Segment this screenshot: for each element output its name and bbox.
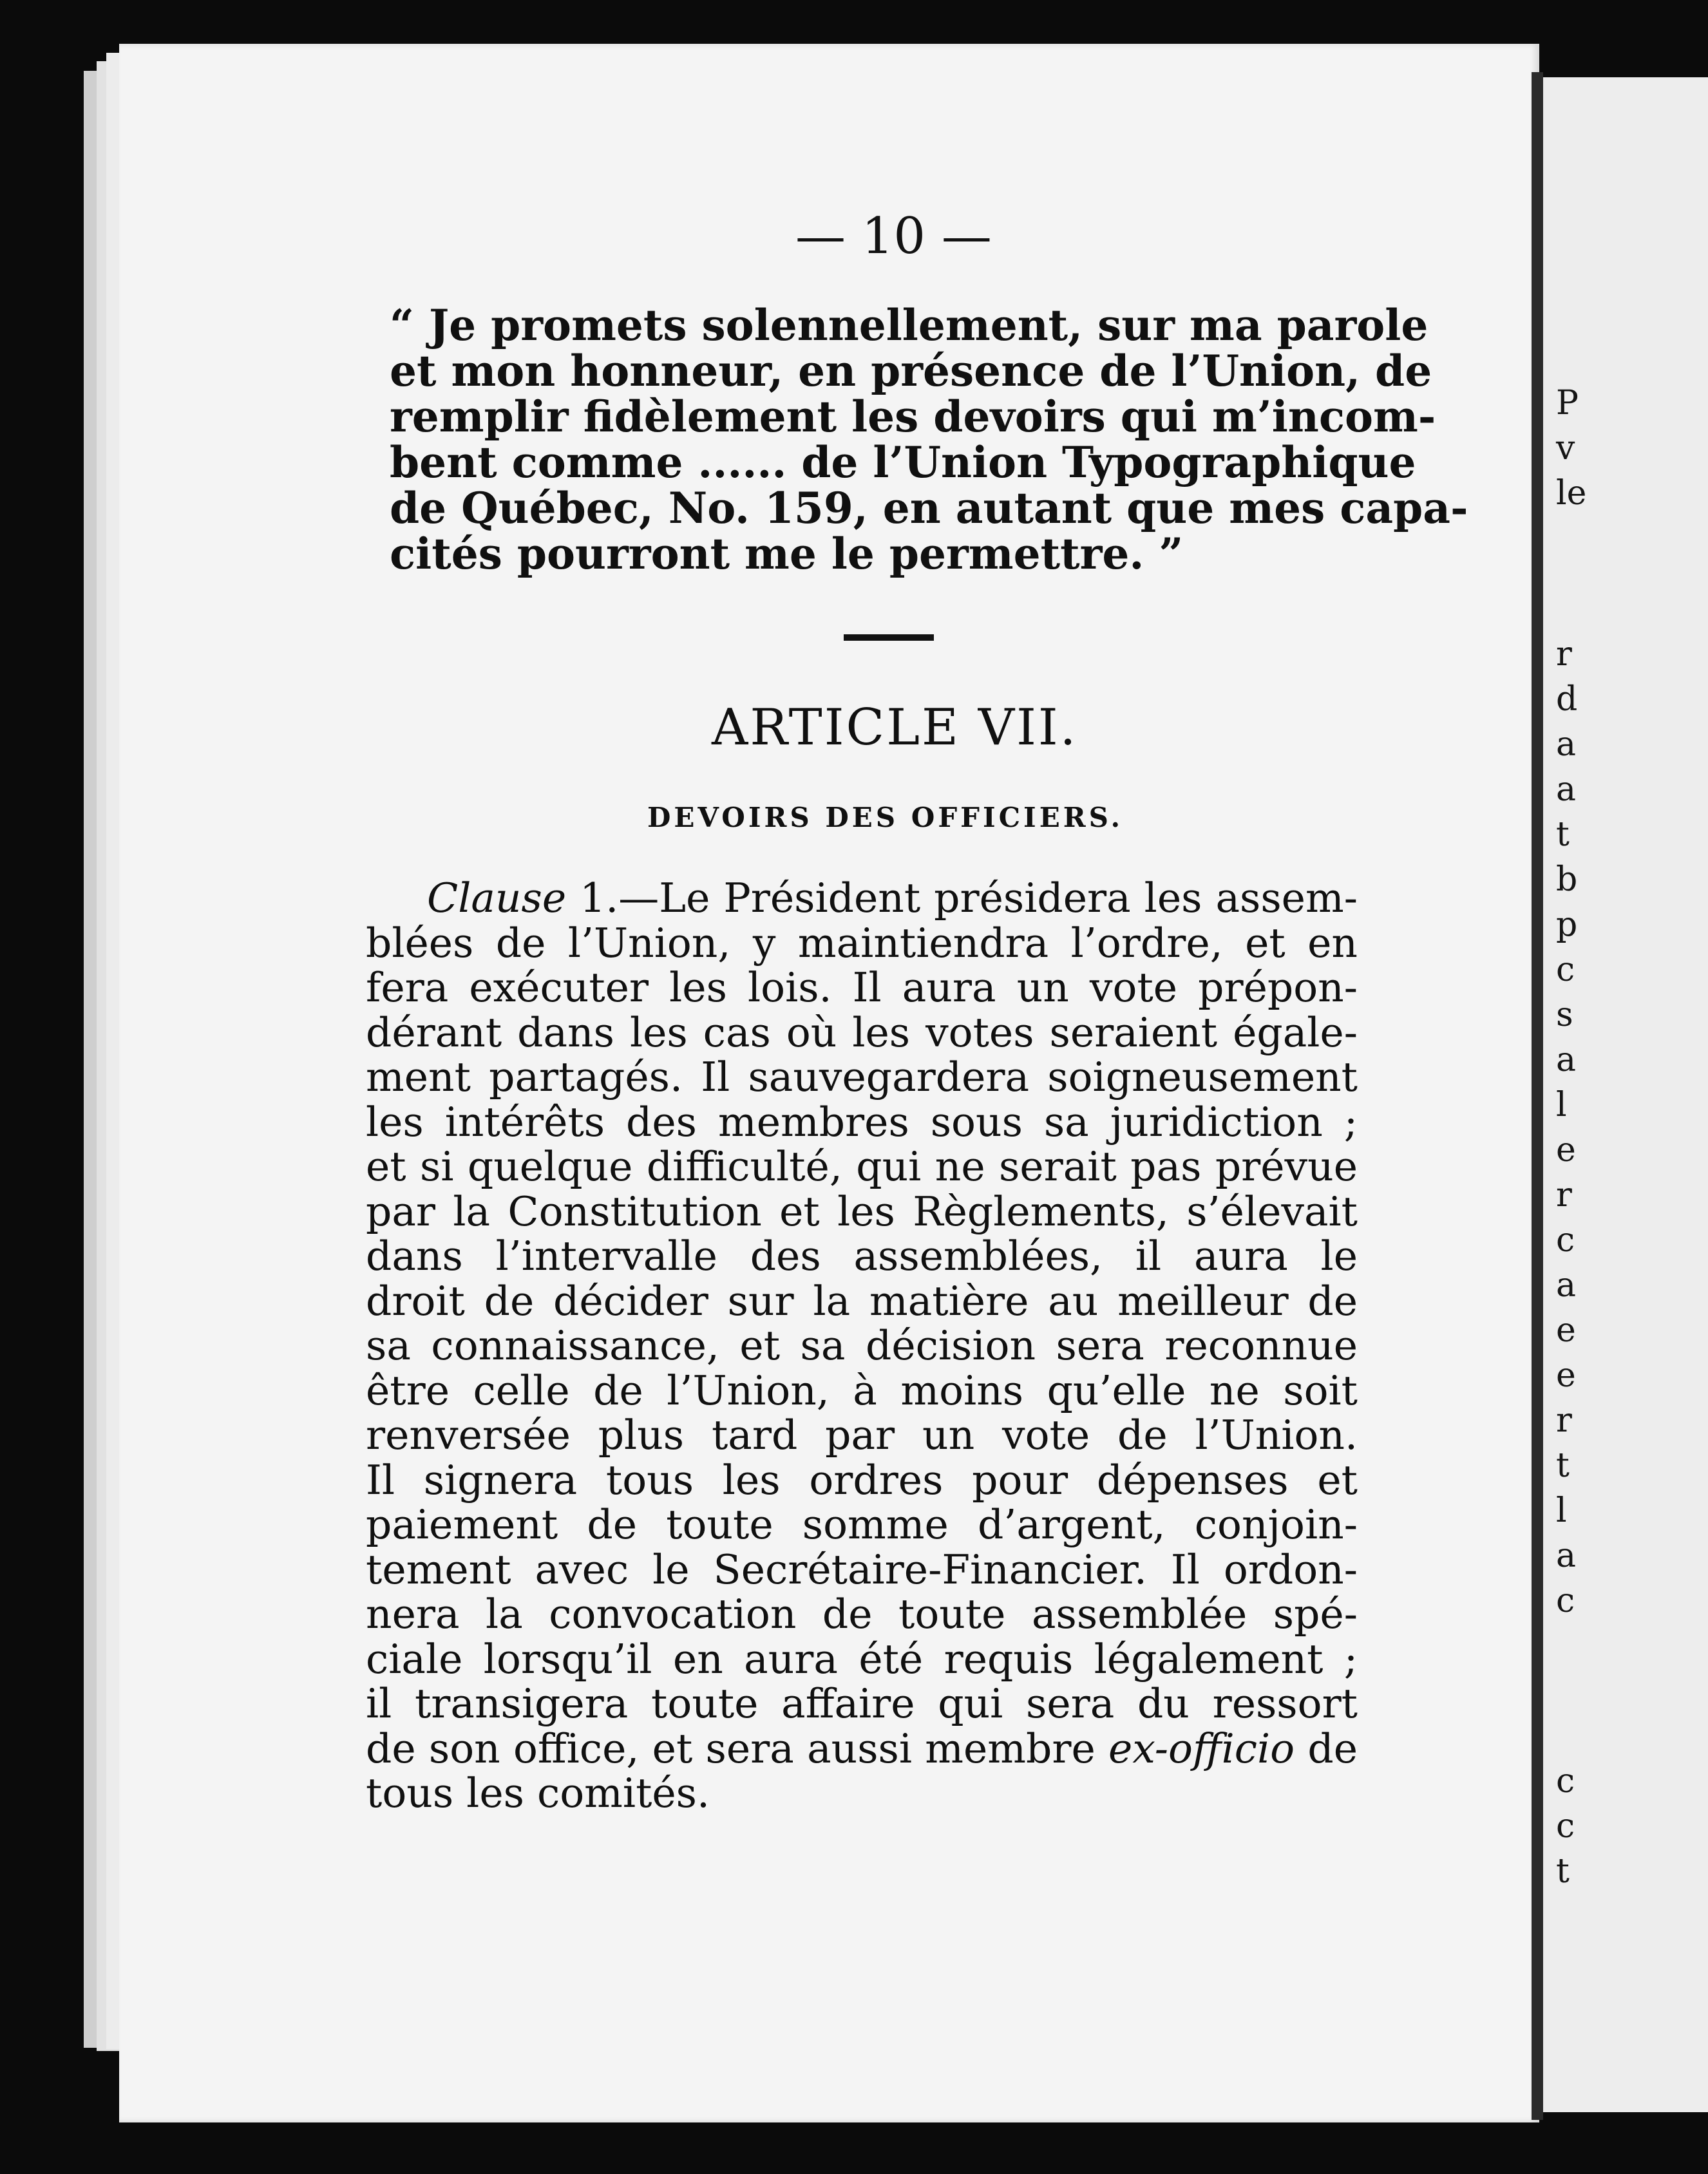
book-gutter xyxy=(1532,72,1543,2120)
oath-paragraph xyxy=(390,300,1468,579)
margin-letter: a xyxy=(1556,1536,1577,1575)
margin-letter: c xyxy=(1556,1221,1575,1260)
body-line: il transigera toute affaire qui sera du ressort xyxy=(366,1680,1358,1727)
margin-letter: c xyxy=(1556,1807,1575,1846)
body-line xyxy=(366,1726,1358,1772)
body-line: droit de décider sur la matière au meilleur de xyxy=(366,1277,1358,1325)
body-line: nera la convocation de toute assemblée spé- xyxy=(366,1591,1358,1638)
margin-letter: a xyxy=(1556,1266,1577,1305)
margin-letter: a xyxy=(1556,725,1577,764)
body-line: dérant dans les cas où les votes seraient égale- xyxy=(366,1008,1358,1056)
margin-letter: t xyxy=(1556,1446,1570,1485)
body-line: blées de l’Union, y maintiendra l’ordre, et en xyxy=(366,919,1358,967)
margin-letter: t xyxy=(1556,1852,1570,1891)
body-line: dans l’intervalle des assemblées, il aura le xyxy=(366,1233,1358,1280)
section-title: DEVOIRS DES OFFICIERS. xyxy=(647,802,1124,833)
next-page-fragment xyxy=(1543,77,1708,2112)
page-number: — 10 — xyxy=(795,207,992,265)
body-line: ciale lorsqu’il en aura été requis légalement ; xyxy=(366,1635,1358,1683)
body-line: les intérêts des membres sous sa juridiction ; xyxy=(366,1098,1358,1146)
clause-paragraph xyxy=(366,876,1358,1816)
margin-letter: r xyxy=(1556,1176,1572,1215)
margin-letter: d xyxy=(1556,680,1578,719)
body-line: renversée plus tard par un vote de l’Union. xyxy=(366,1412,1358,1459)
section-divider xyxy=(844,634,934,641)
article-title: ARTICLE VII. xyxy=(712,699,1078,757)
body-line: tement avec le Secrétaire-Financier. Il ordon- xyxy=(366,1545,1358,1593)
margin-letter: a xyxy=(1556,1041,1577,1079)
margin-letter: le xyxy=(1556,474,1587,513)
margin-letter: l xyxy=(1556,1491,1567,1530)
margin-letter: c xyxy=(1556,1762,1575,1801)
body-line-text: de xyxy=(1295,1725,1358,1772)
clause-first-line: 1.—Le Président présidera les assem- xyxy=(566,874,1358,922)
oath-line: remplir fidèlement les devoirs qui m’incom- xyxy=(390,392,1436,442)
margin-letter: r xyxy=(1556,1401,1572,1440)
body-line-text: de son office, et sera aussi membre xyxy=(366,1725,1109,1772)
oath-line: bent comme ...... de l’Union Typographique xyxy=(390,437,1416,487)
body-line xyxy=(366,876,1358,921)
margin-letter: t xyxy=(1556,815,1570,854)
clause-label: Clause xyxy=(427,874,567,922)
margin-letter: l xyxy=(1556,1086,1567,1124)
oath-line: de Québec, No. 159, en autant que mes capa- xyxy=(390,483,1468,533)
margin-letter: e xyxy=(1556,1131,1576,1169)
body-line: Il signera tous les ordres pour dépenses et xyxy=(366,1456,1358,1504)
margin-letter: a xyxy=(1556,770,1577,809)
margin-letter: e xyxy=(1556,1356,1576,1395)
oath-line: cités pourront me le permettre. ” xyxy=(390,529,1184,579)
margin-letter: s xyxy=(1556,996,1573,1034)
body-line: et si quelque difficulté, qui ne serait pas prévue xyxy=(366,1143,1358,1190)
body-line: ment partagés. Il sauvegardera soigneusement xyxy=(366,1054,1358,1101)
margin-letter: P xyxy=(1556,384,1579,422)
margin-letter: c xyxy=(1556,1582,1575,1620)
oath-line: “ Je promets solennellement, sur ma parole xyxy=(390,300,1428,350)
margin-letter: r xyxy=(1556,635,1572,674)
margin-letter: b xyxy=(1556,860,1578,899)
body-line: paiement de toute somme d’argent, conjoin- xyxy=(366,1501,1358,1548)
margin-letter: v xyxy=(1556,429,1575,468)
body-line: être celle de l’Union, à moins qu’elle ne soit xyxy=(366,1366,1358,1414)
margin-letter: p xyxy=(1556,905,1578,944)
oath-line: et mon honneur, en présence de l’Union, de xyxy=(390,346,1432,396)
margin-letter: e xyxy=(1556,1311,1576,1350)
body-line: fera exécuter les lois. Il aura un vote prépon- xyxy=(366,964,1358,1011)
ex-officio-term: ex-officio xyxy=(1108,1725,1295,1772)
body-line: tous les comités. xyxy=(366,1770,710,1817)
margin-letter: c xyxy=(1556,950,1575,989)
body-line: sa connaissance, et sa décision sera reconnue xyxy=(366,1322,1358,1369)
body-line: par la Constitution et les Règlements, s’élevait xyxy=(366,1187,1358,1235)
